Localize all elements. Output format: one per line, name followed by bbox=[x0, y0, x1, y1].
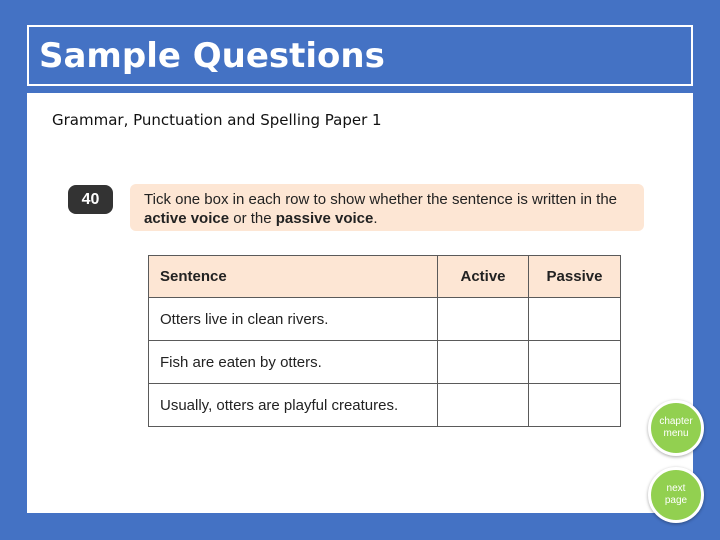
prompt-active-voice: active voice bbox=[144, 210, 230, 227]
page-title: Sample Questions bbox=[39, 35, 385, 76]
active-tick-box[interactable] bbox=[438, 341, 529, 384]
header-passive: Passive bbox=[529, 256, 621, 298]
slide-content bbox=[27, 93, 693, 513]
question-prompt bbox=[130, 184, 644, 231]
table-row bbox=[149, 298, 621, 341]
passive-tick-box[interactable] bbox=[529, 341, 621, 384]
question-number-badge: 40 bbox=[68, 185, 113, 214]
prompt-passive-voice: passive voice bbox=[275, 210, 374, 227]
header-sentence: Sentence bbox=[149, 256, 438, 298]
title-bar bbox=[27, 25, 693, 86]
next-page-button[interactable] bbox=[648, 467, 704, 523]
table-row bbox=[149, 341, 621, 384]
paper-label: Grammar, Punctuation and Spelling Paper 1 bbox=[52, 111, 382, 129]
answer-table bbox=[148, 255, 621, 427]
sentence-cell: Fish are eaten by otters. bbox=[149, 341, 438, 384]
chapter-menu-button[interactable] bbox=[648, 400, 704, 456]
chapter-menu-label: chapter menu bbox=[659, 416, 693, 439]
active-tick-box[interactable] bbox=[438, 298, 529, 341]
prompt-text-3: . bbox=[373, 210, 378, 227]
table-row bbox=[149, 384, 621, 427]
sentence-cell: Usually, otters are playful creatures. bbox=[149, 384, 438, 427]
prompt-text-2: or the bbox=[229, 210, 276, 227]
next-page-label: next page bbox=[664, 483, 688, 506]
passive-tick-box[interactable] bbox=[529, 298, 621, 341]
sentence-cell: Otters live in clean rivers. bbox=[149, 298, 438, 341]
header-active: Active bbox=[438, 256, 529, 298]
passive-tick-box[interactable] bbox=[529, 384, 621, 427]
table-header-row bbox=[149, 256, 621, 298]
prompt-text-1: Tick one box in each row to show whether the sentence is written in the bbox=[144, 191, 618, 208]
active-tick-box[interactable] bbox=[438, 384, 529, 427]
